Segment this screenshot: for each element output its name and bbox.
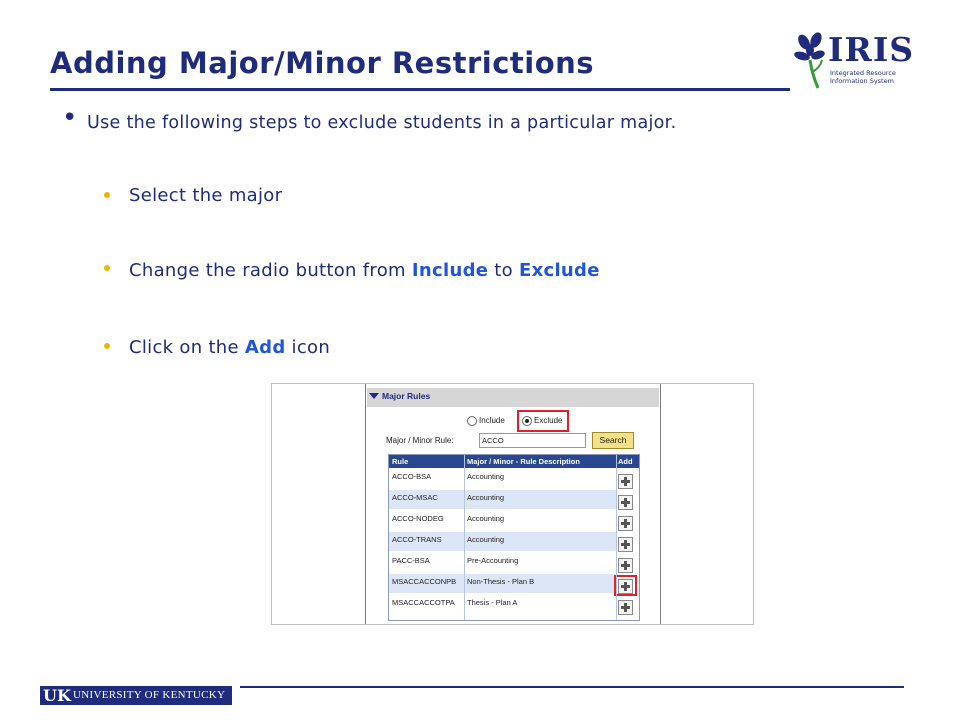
col-rule: Rule	[392, 457, 409, 466]
table-row	[389, 511, 639, 530]
add-icon[interactable]	[618, 600, 633, 615]
step-3-post: icon	[285, 337, 331, 358]
logo-subtitle-line2: Information System	[830, 77, 894, 85]
uk-name: UNIVERSITY OF KENTUCKY	[73, 689, 226, 701]
col-add: Add	[618, 457, 633, 466]
exclude-radio-label: Exclude	[534, 416, 563, 425]
step-bullet-1	[104, 192, 110, 198]
step-bullet-2	[104, 265, 110, 271]
right-divider	[660, 384, 661, 624]
grid-column-divider	[464, 455, 465, 620]
rules-grid	[388, 454, 640, 621]
rule-field-label: Major / Minor Rule:	[386, 436, 454, 445]
intro-bullet: •	[62, 103, 78, 133]
step-text-3	[129, 337, 330, 358]
rule-cell: ACCO-BSA	[392, 472, 432, 481]
rule-cell: PACC-BSA	[392, 556, 430, 565]
collapse-triangle-icon[interactable]	[369, 393, 379, 399]
iris-logo	[792, 30, 915, 92]
add-icon[interactable]	[618, 474, 633, 489]
search-button[interactable]: Search	[592, 432, 634, 449]
desc-cell: Accounting	[467, 514, 505, 523]
rule-cell: MSACCACCOTPA	[392, 598, 455, 607]
intro-text: Use the following steps to exclude students in a particular major.	[87, 113, 677, 133]
slide-title: Adding Major/Minor Restrictions	[50, 46, 595, 80]
grid-column-divider	[616, 455, 617, 620]
rule-cell: MSACCACCONPB	[392, 577, 457, 586]
desc-cell: Accounting	[467, 493, 505, 502]
left-divider	[365, 384, 366, 624]
desc-cell: Accounting	[467, 472, 505, 481]
table-row	[389, 532, 639, 551]
rule-cell: ACCO-NODEG	[392, 514, 444, 523]
grid-header	[389, 455, 639, 468]
step-3-add: Add	[244, 337, 286, 358]
logo-subtitle-line1: Integrated Resource	[830, 69, 896, 77]
step-2-mid: to	[488, 260, 519, 281]
step-3-pre: Click on the	[129, 337, 245, 358]
table-row	[389, 595, 639, 614]
rule-cell: ACCO-MSAC	[392, 493, 438, 502]
step-2-exclude: Exclude	[518, 260, 600, 281]
table-row	[389, 574, 639, 593]
desc-cell: Non-Thesis - Plan B	[467, 577, 535, 586]
major-rules-header[interactable]	[367, 388, 659, 407]
rule-input[interactable]: ACCO	[479, 433, 586, 448]
add-icon[interactable]	[618, 537, 633, 552]
footer-rule	[240, 686, 904, 688]
desc-cell: Thesis - Plan A	[467, 598, 518, 607]
step-bullet-3	[104, 343, 110, 349]
flower-icon	[792, 30, 828, 92]
table-row	[389, 469, 639, 488]
table-row	[389, 490, 639, 509]
uk-mark: UK	[43, 686, 71, 705]
table-row	[389, 553, 639, 572]
uk-footer-logo	[40, 686, 232, 705]
step-text-1: Select the major	[129, 185, 283, 206]
rule-cell: ACCO-TRANS	[392, 535, 442, 544]
add-icon[interactable]	[618, 516, 633, 531]
col-description: Major / Minor - Rule Description	[467, 457, 580, 466]
add-icon[interactable]	[618, 495, 633, 510]
step-2-pre: Change the radio button from	[129, 260, 412, 281]
panel-title: Major Rules	[382, 391, 431, 401]
desc-cell: Pre-Accounting	[467, 556, 519, 565]
logo-word: IRIS	[828, 30, 915, 69]
step-text-2	[129, 260, 600, 281]
step-2-include: Include	[411, 260, 489, 281]
include-radio[interactable]	[467, 416, 477, 426]
embedded-screenshot	[271, 383, 754, 625]
logo-subtitle	[830, 69, 896, 85]
title-underline	[50, 88, 790, 91]
add-icon[interactable]	[618, 558, 633, 573]
desc-cell: Accounting	[467, 535, 505, 544]
exclude-highlight-box	[517, 410, 569, 432]
include-radio-label: Include	[479, 416, 505, 425]
add-highlight-box	[614, 575, 637, 596]
